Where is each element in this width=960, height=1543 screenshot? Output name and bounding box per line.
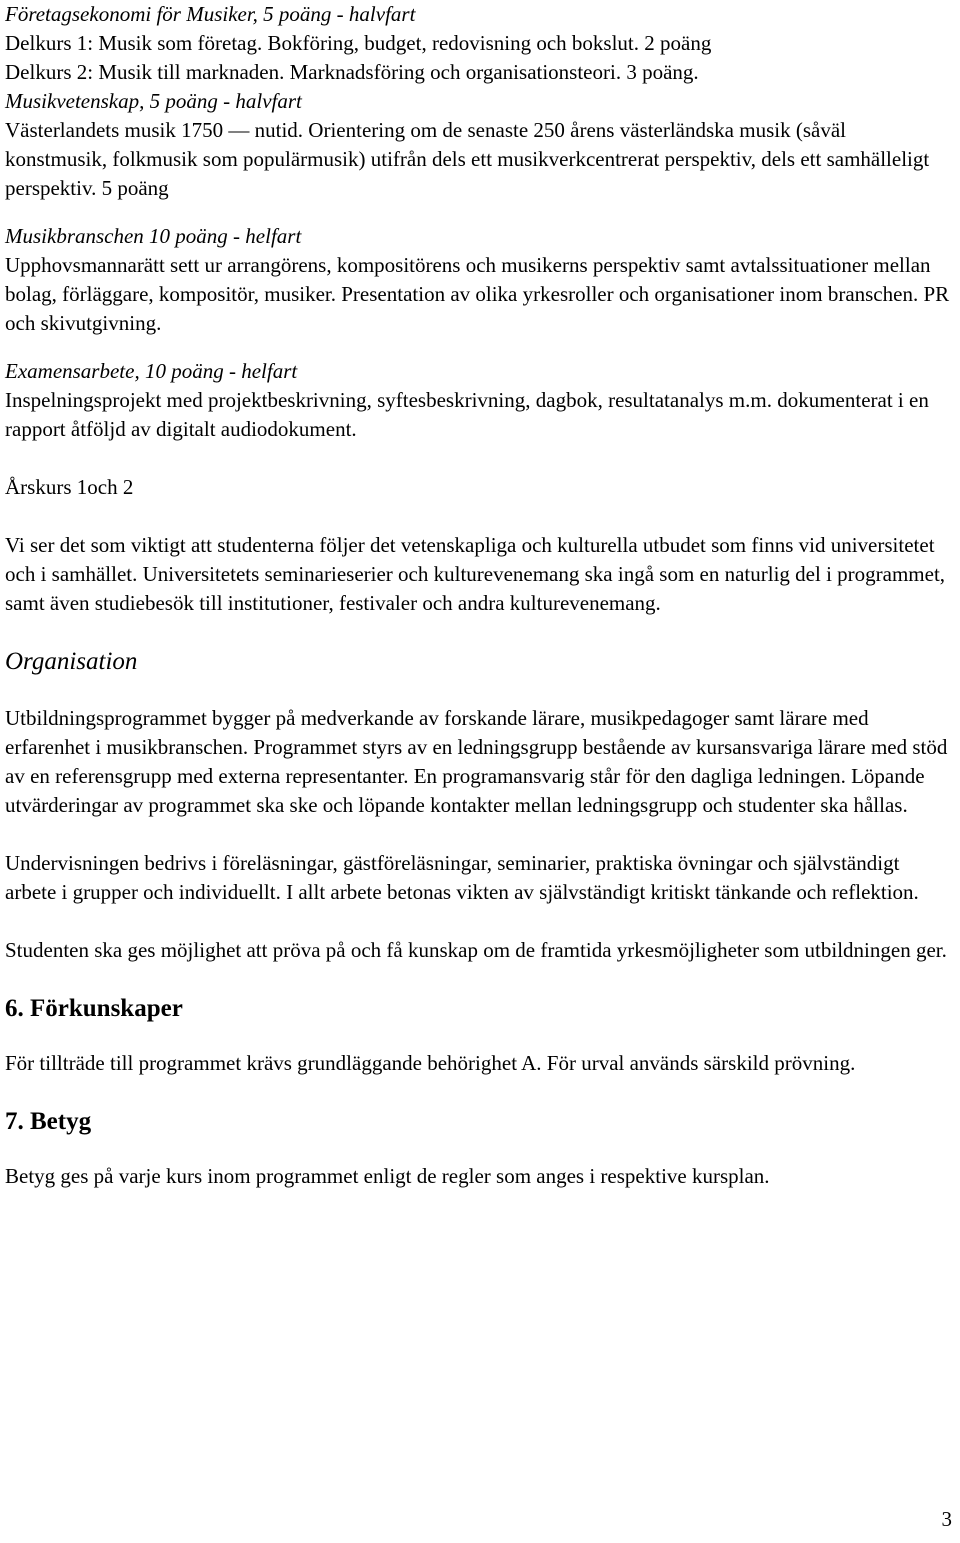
course-musikvetenskap-title: Musikvetenskap, 5 poäng - halvfart bbox=[5, 89, 302, 113]
page-number: 3 bbox=[941, 1507, 952, 1531]
course-examensarbete-text: Inspelningsprojekt med projektbeskrivning, syftesbeskrivning, dagbok, resultatanalys m.m. dokumenterat i en rapport åtföljd av digitalt audiodokument. bbox=[5, 388, 929, 441]
arskurs-title: Årskurs 1och 2 bbox=[5, 475, 134, 499]
organisation-heading: Organisation bbox=[5, 648, 138, 675]
course-ftg-line-1: Delkurs 1: Musik som företag. Bokföring, budget, redovisning och bokslut. 2 poäng bbox=[5, 31, 712, 55]
forkunskaper-heading: 6. Förkunskaper bbox=[5, 995, 183, 1022]
organisation-paragraph-1: Utbildningsprogrammet bygger på medverkande av forskande lärare, musikpedagoger samt lärare med erfarenhet i musikbranschen. Programmet styrs av en ledningsgrupp bestående av kursansvariga lärare med stöd av en referensgrupp med externa representanter. En programansvarig står för den dagliga ledningen. Löpande utvärderingar av programmet ska ske och löpande kontakter mellan ledningsgrupp och studenter ska hållas. bbox=[5, 706, 948, 817]
betyg-heading: 7. Betyg bbox=[5, 1108, 92, 1135]
course-musikbranschen-title: Musikbranschen 10 poäng - helfart bbox=[5, 224, 302, 248]
organisation-paragraph-3: Studenten ska ges möjlighet att pröva på och få kunskap om de framtida yrkesmöjligheter som utbildningen ger. bbox=[5, 938, 947, 962]
document-page bbox=[5, 0, 953, 1191]
course-ftg-line-2: Delkurs 2: Musik till marknaden. Marknadsföring och organisationsteori. 3 poäng. bbox=[5, 60, 699, 84]
course-ftg-title: Företagsekonomi för Musiker, 5 poäng - halvfart bbox=[5, 2, 416, 26]
course-musikvetenskap-text: Västerlandets musik 1750 — nutid. Orientering om de senaste 250 årens västerländska musik (såväl konstmusik, folkmusik som populärmusik) utifrån dels ett musikverkcentrerat perspektiv, dels ett samhälleligt perspektiv. 5 poäng bbox=[5, 118, 930, 200]
course-examensarbete-title: Examensarbete, 10 poäng - helfart bbox=[5, 359, 298, 383]
betyg-text: Betyg ges på varje kurs inom programmet enligt de regler som anges i respektive kursplan. bbox=[5, 1164, 770, 1188]
forkunskaper-text: För tillträde till programmet krävs grundläggande behörighet A. För urval används särskild prövning. bbox=[5, 1051, 856, 1075]
course-musikbranschen-text: Upphovsmannarätt sett ur arrangörens, kompositörens och musikerns perspektiv samt avtalssituationer mellan bolag, förläggare, kompositör, musiker. Presentation av olika yrkesroller och organisationer inom branschen. PR och skivutgivning. bbox=[5, 253, 950, 335]
organisation-paragraph-2: Undervisningen bedrivs i föreläsningar, gästföreläsningar, seminarier, praktiska övningar och självständigt arbete i grupper och individuellt. I allt arbete betonas vikten av självständigt kritiskt tänkande och reflektion. bbox=[5, 851, 919, 904]
arskurs-text: Vi ser det som viktigt att studenterna följer det vetenskapliga och kulturella utbudet som finns vid universitetet och i samhället. Universitetets seminarieserier och kulturevenemang ska ingå som en naturlig del i programmet, samt även studiebesök till institutioner, festivaler och andra kulturevenemang. bbox=[5, 533, 946, 615]
